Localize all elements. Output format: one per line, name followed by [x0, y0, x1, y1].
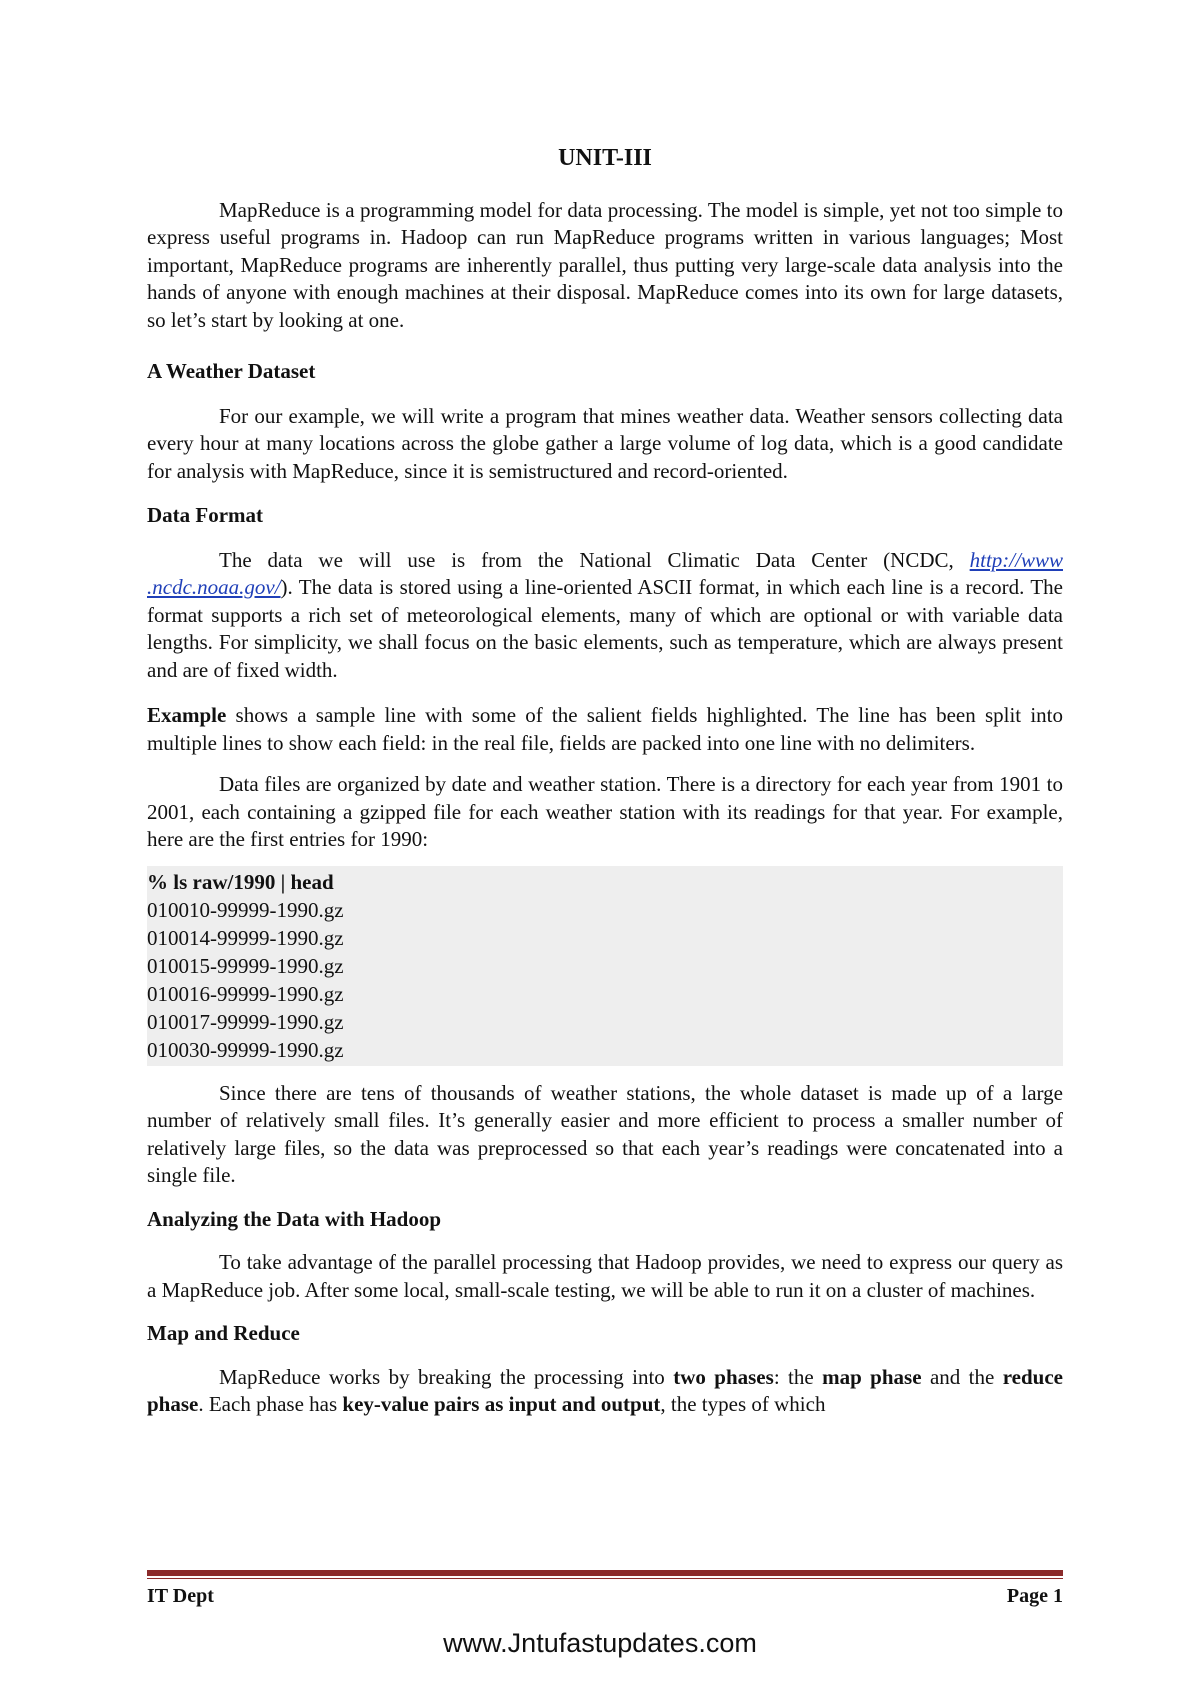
files-paragraph: Data files are organized by date and weather station. There is a directory for each year from 1901 to 2001, each containing a gzipped file for each weather station with its readings for that year. For example, here are the first entries for 1990: — [147, 772, 1063, 851]
since-paragraph: Since there are tens of thousands of weather stations, the whole dataset is made up of a large number of relatively small files. It’s generally easier and more efficient to process a smaller number of relatively large files, so the data was preprocessed so that each year’s readings were concatenated into a single file. — [147, 1080, 1063, 1187]
footer-dept: IT Dept — [147, 1585, 214, 1607]
analyzing-paragraph: To take advantage of the parallel processing that Hadoop provides, we need to express our query as a MapReduce job. After some local, small-scale testing, we will be able to run it on a cluster of machines. — [147, 1250, 1063, 1302]
heading-map-reduce: Map and Reduce — [147, 1321, 300, 1345]
weather-paragraph: For our example, we will write a program that mines weather data. Weather sensors collecting data every hour at many locations across the globe gather a large volume of log data, which is a good candidate for analysis with MapReduce, since it is semistructured and record-oriented. — [147, 403, 1063, 483]
footer-rule — [147, 1570, 1063, 1576]
code-line: 010015-99999-1990.gz — [147, 953, 344, 978]
code-line: 010030-99999-1990.gz — [147, 1037, 344, 1062]
mr-bold-key-value: key-value pairs as input and output — [342, 1392, 661, 1416]
heading-analyzing: Analyzing the Data with Hadoop — [147, 1206, 442, 1231]
heading-weather-dataset: A Weather Dataset — [147, 359, 316, 383]
code-line: 010010-99999-1990.gz — [147, 897, 344, 922]
page-title: UNIT-III — [558, 145, 652, 171]
example-paragraph — [147, 702, 1063, 757]
format-text-post: ). The data is stored using a line-oriented ASCII format, in which each line is a record. The format supports a rich set of meteorological elements, many of which are optional or with variable data lengths. For simplicity, we shall focus on the basic elements, such as temperature, which are always present and are of fixed width. — [147, 575, 1063, 682]
code-line: 010016-99999-1990.gz — [147, 981, 344, 1006]
mr-text-1: MapReduce works by breaking the processing into — [219, 1364, 674, 1389]
intro-paragraph: MapReduce is a programming model for data processing. The model is simple, yet not too simple to express useful programs in. Hadoop can run MapReduce programs written in various languages; Most important, MapReduce programs are inherently parallel, thus putting very large-scale data analysis into the hands of anyone with enough machines at their disposal. MapReduce comes into its own for large datasets, so let’s start by looking at one. — [147, 197, 1063, 332]
example-text: shows a sample line with some of the salient fields highlighted. The line has been split into multiple lines to show each field: in the real file, fields are packed into one line with no delimiters. — [147, 703, 1063, 755]
format-paragraph — [147, 547, 1063, 685]
mr-text-5: , the types of which — [660, 1392, 826, 1416]
footer-rule-thin — [147, 1578, 1063, 1579]
mr-bold-two-phases: two phases — [673, 1364, 774, 1389]
map-reduce-paragraph — [147, 1364, 1063, 1419]
mr-text-4: . Each phase has — [198, 1392, 343, 1416]
format-text-pre: The data we will use is from the National Climatic Data Center (NCDC, — [219, 547, 970, 572]
ncdc-link[interactable]: http://www .ncdc.noaa.gov/ — [147, 547, 1063, 599]
example-bold: Example — [147, 703, 227, 727]
code-line: 010014-99999-1990.gz — [147, 925, 344, 950]
code-line: 010017-99999-1990.gz — [147, 1009, 344, 1034]
footer-page-number: Page 1 — [1006, 1585, 1063, 1607]
heading-data-format: Data Format — [147, 503, 264, 527]
mr-text-3: and the — [921, 1364, 1003, 1389]
code-command: % ls raw/1990 | head — [147, 869, 334, 894]
code-block — [147, 866, 1063, 1066]
mr-bold-map-phase: map phase — [822, 1364, 922, 1389]
mr-text-2: : the — [773, 1364, 823, 1389]
watermark-url: www.Jntufastupdates.com — [443, 1628, 757, 1658]
mr-bold-reduce-phase: reduce phase — [147, 1364, 1063, 1416]
document-page — [147, 145, 1063, 1419]
